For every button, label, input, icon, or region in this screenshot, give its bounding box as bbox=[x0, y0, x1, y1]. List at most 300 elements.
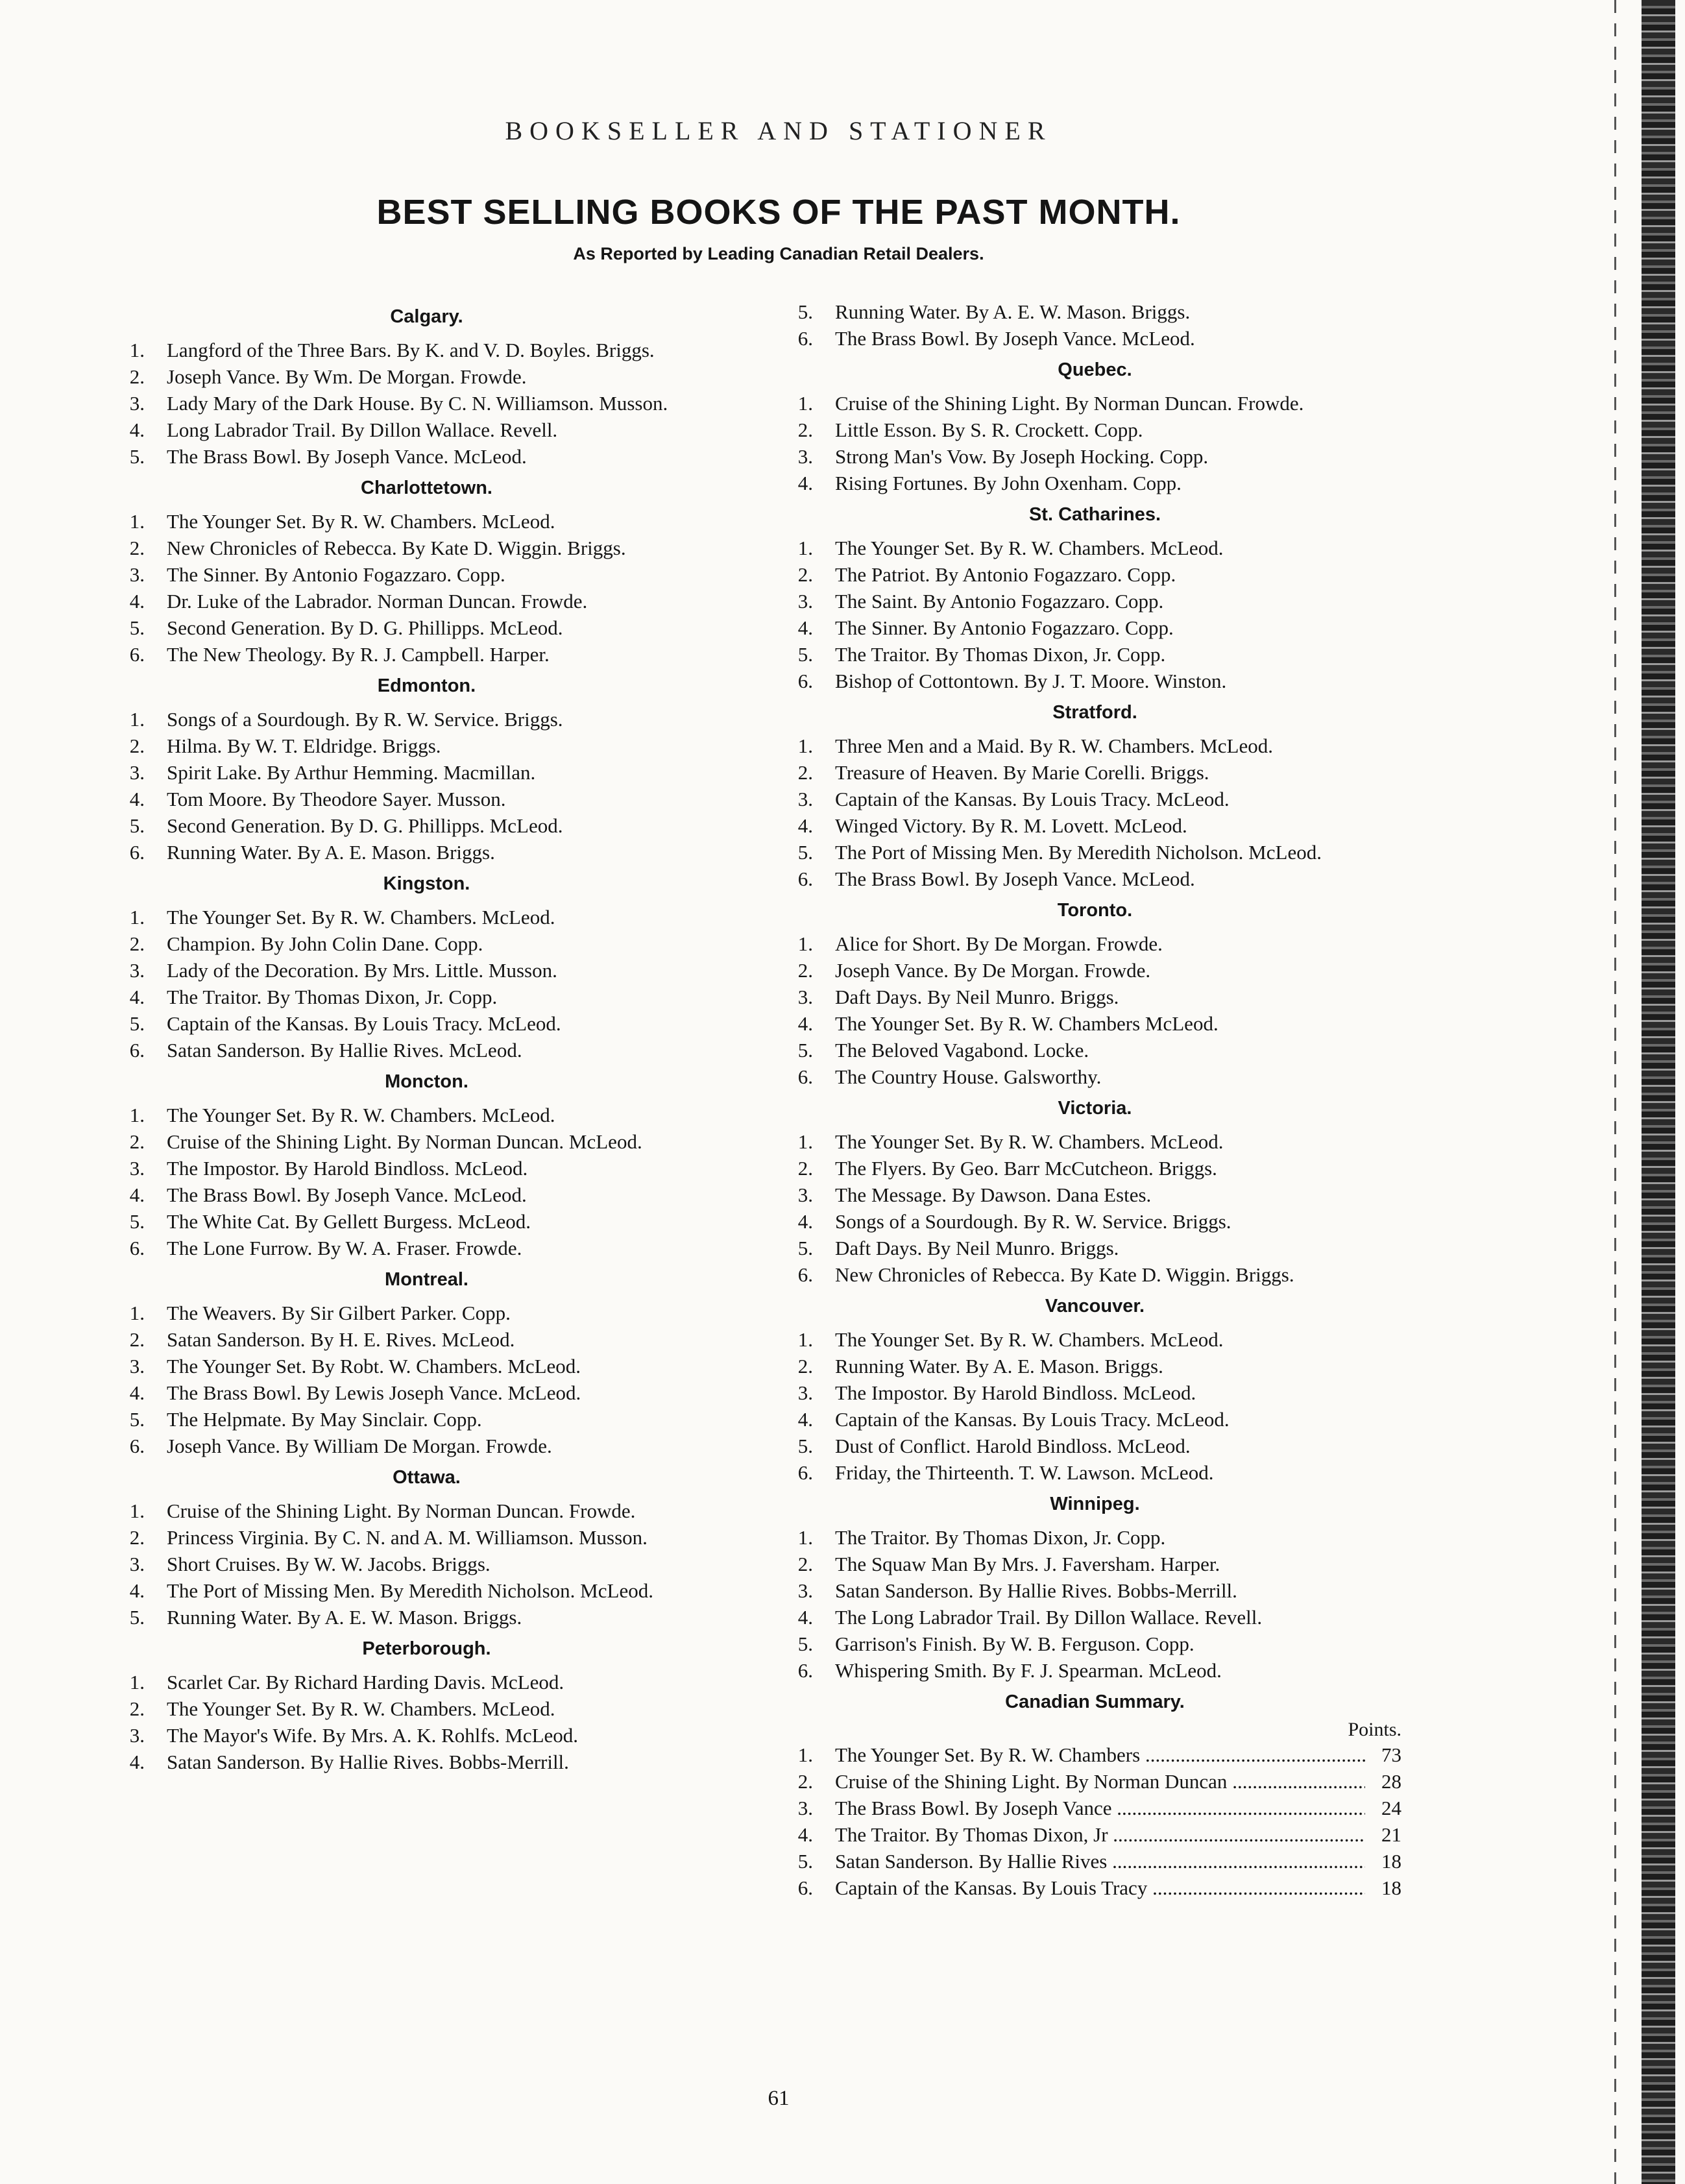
book-entry-text: Garrison's Finish. By W. B. Ferguson. Copp. bbox=[835, 1632, 1194, 1655]
book-entry bbox=[120, 1010, 733, 1037]
rank-number: 1. bbox=[797, 1526, 813, 1549]
book-entry bbox=[788, 957, 1401, 984]
rank-number: 3. bbox=[129, 392, 145, 415]
book-entry bbox=[788, 1406, 1401, 1433]
page-title: BEST SELLING BOOKS OF THE PAST MONTH. bbox=[376, 193, 1181, 232]
rank-number: 6. bbox=[797, 1065, 813, 1088]
book-entry-text: Second Generation. By D. G. Phillipps. McLeod. bbox=[167, 814, 563, 837]
book-entry bbox=[120, 812, 733, 839]
book-entry-text: New Chronicles of Rebecca. By Kate D. Wiggin. Briggs. bbox=[835, 1263, 1294, 1286]
summary-points: 21 bbox=[1381, 1823, 1401, 1846]
rank-number: 6. bbox=[797, 670, 813, 692]
book-entry-text: Second Generation. By D. G. Phillipps. McLeod. bbox=[167, 616, 563, 639]
book-entry bbox=[788, 733, 1401, 759]
rank-number: 1. bbox=[797, 734, 813, 757]
book-entry-text: Joseph Vance. By William De Morgan. Frowde. bbox=[167, 1435, 552, 1457]
page-number: 61 bbox=[768, 2087, 790, 2110]
rank-number: 4. bbox=[129, 1579, 145, 1602]
right-column bbox=[788, 298, 1401, 1901]
rank-number: 3. bbox=[797, 1579, 813, 1602]
book-entry-text: The Beloved Vagabond. Locke. bbox=[835, 1039, 1089, 1062]
book-entry-text: The Weavers. By Sir Gilbert Parker. Copp. bbox=[167, 1302, 511, 1324]
rank-number: 6. bbox=[129, 1237, 145, 1259]
book-entry bbox=[788, 759, 1401, 786]
rank-number: 3. bbox=[797, 986, 813, 1008]
book-entry-text: Spirit Lake. By Arthur Hemming. Macmillan. bbox=[167, 761, 536, 784]
book-entry bbox=[120, 588, 733, 614]
rank-number: 2. bbox=[129, 1130, 145, 1153]
book-entry bbox=[120, 957, 733, 984]
city-heading: Montreal. bbox=[385, 1269, 468, 1290]
summary-row bbox=[788, 1848, 1401, 1875]
binding-edge bbox=[1642, 0, 1675, 2184]
book-entry bbox=[788, 1459, 1401, 1486]
summary-points: 28 bbox=[1381, 1770, 1401, 1793]
summary-points: 24 bbox=[1381, 1797, 1401, 1819]
rank-number: 5. bbox=[129, 445, 145, 468]
book-entry bbox=[120, 786, 733, 812]
rank-number: 4. bbox=[797, 1408, 813, 1431]
city-section bbox=[120, 1269, 733, 1459]
book-entry bbox=[120, 443, 733, 470]
book-entry bbox=[788, 298, 1401, 325]
book-entry-text: The Mayor's Wife. By Mrs. A. K. Rohlfs. McLeod. bbox=[167, 1724, 579, 1747]
city-heading: Stratford. bbox=[1052, 702, 1137, 723]
book-entry-text: The Lone Furrow. By W. A. Fraser. Frowde. bbox=[167, 1237, 522, 1259]
book-entry-text: Captain of the Kansas. By Louis Tracy. McLeod. bbox=[835, 1408, 1230, 1431]
book-entry-text: Running Water. By A. E. Mason. Briggs. bbox=[167, 841, 495, 864]
book-entry bbox=[120, 1208, 733, 1235]
book-entry-text: The White Cat. By Gellett Burgess. McLeod. bbox=[167, 1210, 531, 1233]
book-entry bbox=[788, 535, 1401, 561]
book-entry bbox=[120, 1102, 733, 1128]
book-entry-text: The Port of Missing Men. By Meredith Nicholson. McLeod. bbox=[835, 841, 1322, 864]
book-entry bbox=[120, 1406, 733, 1433]
book-entry bbox=[120, 984, 733, 1010]
rank-number: 6. bbox=[797, 1659, 813, 1682]
book-entry-text: Scarlet Car. By Richard Harding Davis. McLeod. bbox=[167, 1671, 564, 1693]
rank-number: 3. bbox=[129, 761, 145, 784]
book-entry bbox=[120, 839, 733, 866]
rank-number: 2. bbox=[797, 563, 813, 586]
book-entry bbox=[788, 1063, 1401, 1090]
summary-points: 73 bbox=[1381, 1743, 1401, 1766]
book-entry-text: Songs of a Sourdough. By R. W. Service. Briggs. bbox=[167, 708, 563, 731]
book-entry bbox=[120, 1235, 733, 1261]
rank-number: 3. bbox=[129, 1724, 145, 1747]
book-entry-text: The Younger Set. By R. W. Chambers. McLeod. bbox=[167, 906, 555, 928]
book-entry bbox=[788, 417, 1401, 443]
book-entry bbox=[788, 1208, 1401, 1235]
book-entry-text: Langford of the Three Bars. By K. and V. D. Boyles. Briggs. bbox=[167, 339, 655, 361]
book-entry bbox=[120, 561, 733, 588]
running-head: BOOKSELLER AND STATIONER bbox=[505, 116, 1052, 145]
book-entry-text: Captain of the Kansas. By Louis Tracy. McLeod. bbox=[835, 788, 1230, 810]
rank-number: 6. bbox=[129, 1435, 145, 1457]
book-entry-text: The Traitor. By Thomas Dixon, Jr. Copp. bbox=[835, 1526, 1166, 1549]
book-entry-text: Running Water. By A. E. Mason. Briggs. bbox=[835, 1355, 1163, 1377]
rank-number: 6. bbox=[797, 1263, 813, 1286]
book-entry bbox=[788, 1657, 1401, 1684]
book-entry-text: New Chronicles of Rebecca. By Kate D. Wiggin. Briggs. bbox=[167, 537, 626, 559]
rank-number: 4. bbox=[129, 590, 145, 613]
rank-number: 4. bbox=[129, 1381, 145, 1404]
summary-book-text: The Brass Bowl. By Joseph Vance ..... bbox=[835, 1795, 1365, 1821]
rank-number: 2. bbox=[797, 1355, 813, 1377]
rank-number: 5. bbox=[797, 841, 813, 864]
rank-number: 1. bbox=[129, 1499, 145, 1522]
book-entry bbox=[120, 733, 733, 759]
rank-number: 2. bbox=[797, 419, 813, 441]
book-entry bbox=[120, 706, 733, 733]
rank-number: 4. bbox=[797, 814, 813, 837]
summary-row bbox=[788, 1875, 1401, 1901]
rank-number: 2. bbox=[797, 761, 813, 784]
book-entry-text: The Message. By Dawson. Dana Estes. bbox=[835, 1183, 1152, 1206]
rank-number: 1. bbox=[797, 1328, 813, 1351]
book-entry-text: Satan Sanderson. By H. E. Rives. McLeod. bbox=[167, 1328, 515, 1351]
city-section bbox=[788, 1098, 1401, 1288]
summary-points: 18 bbox=[1381, 1850, 1401, 1873]
city-heading: Ottawa. bbox=[393, 1467, 461, 1488]
city-section bbox=[120, 675, 733, 866]
rank-number: 1. bbox=[797, 932, 813, 955]
rank-number: 1. bbox=[797, 1743, 813, 1766]
book-entry bbox=[788, 668, 1401, 694]
rank-number: 2. bbox=[129, 365, 145, 388]
book-entry-text: Cruise of the Shining Light. By Norman Duncan. Frowde. bbox=[167, 1499, 636, 1522]
summary-row bbox=[788, 1741, 1401, 1768]
rank-number: 4. bbox=[797, 1823, 813, 1846]
book-entry-text: Cruise of the Shining Light. By Norman Duncan. Frowde. bbox=[835, 392, 1304, 415]
city-heading: Edmonton. bbox=[377, 675, 476, 696]
book-entry-text: The Port of Missing Men. By Meredith Nicholson. McLeod. bbox=[167, 1579, 653, 1602]
rank-number: 5. bbox=[797, 1632, 813, 1655]
book-entry-text: Joseph Vance. By De Morgan. Frowde. bbox=[835, 959, 1151, 982]
rank-number: 2. bbox=[129, 1526, 145, 1549]
book-entry-text: Lady Mary of the Dark House. By C. N. Williamson. Musson. bbox=[167, 392, 668, 415]
rank-number: 6. bbox=[129, 643, 145, 666]
book-entry-text: Daft Days. By Neil Munro. Briggs. bbox=[835, 986, 1119, 1008]
city-heading: Toronto. bbox=[1057, 900, 1133, 921]
book-entry-text: Satan Sanderson. By Hallie Rives. McLeod. bbox=[167, 1039, 522, 1062]
rank-number: 1. bbox=[129, 708, 145, 731]
book-entry-text: The Traitor. By Thomas Dixon, Jr. Copp. bbox=[167, 986, 498, 1008]
book-entry bbox=[788, 1524, 1401, 1551]
book-entry-text: Rising Fortunes. By John Oxenham. Copp. bbox=[835, 472, 1182, 494]
city-section bbox=[120, 873, 733, 1063]
book-entry bbox=[788, 470, 1401, 496]
rank-number: 5. bbox=[129, 1210, 145, 1233]
book-entry bbox=[788, 1631, 1401, 1657]
book-entry-text: The Helpmate. By May Sinclair. Copp. bbox=[167, 1408, 482, 1431]
book-entry bbox=[120, 337, 733, 363]
book-entry-text: The Patriot. By Antonio Fogazzaro. Copp. bbox=[835, 563, 1176, 586]
city-heading: Vancouver. bbox=[1045, 1296, 1145, 1316]
book-entry bbox=[788, 984, 1401, 1010]
rank-number: 4. bbox=[797, 1012, 813, 1035]
book-entry-text: The New Theology. By R. J. Campbell. Harper. bbox=[167, 643, 550, 666]
city-section bbox=[120, 306, 733, 470]
rank-number: 6. bbox=[797, 1876, 813, 1899]
left-column bbox=[120, 298, 733, 1775]
book-entry bbox=[788, 786, 1401, 812]
rank-number: 5. bbox=[129, 1408, 145, 1431]
book-entry bbox=[788, 866, 1401, 892]
book-entry-text: The Squaw Man By Mrs. J. Faversham. Harper. bbox=[835, 1553, 1220, 1575]
book-entry-text: Three Men and a Maid. By R. W. Chambers. McLeod. bbox=[835, 734, 1273, 757]
summary-row bbox=[788, 1768, 1401, 1795]
book-entry bbox=[120, 1379, 733, 1406]
city-section bbox=[788, 1494, 1401, 1684]
city-heading: Victoria. bbox=[1058, 1098, 1132, 1119]
book-entry bbox=[120, 1498, 733, 1524]
book-entry-text: Lady of the Decoration. By Mrs. Little. Musson. bbox=[167, 959, 557, 982]
book-entry bbox=[788, 614, 1401, 641]
rank-number: 2. bbox=[797, 1553, 813, 1575]
book-entry bbox=[788, 1182, 1401, 1208]
book-entry-text: Dr. Luke of the Labrador. Norman Duncan. Frowde. bbox=[167, 590, 588, 613]
book-entry-text: Friday, the Thirteenth. T. W. Lawson. McLeod. bbox=[835, 1461, 1214, 1484]
book-entry-text: The Brass Bowl. By Joseph Vance. McLeod. bbox=[835, 327, 1195, 350]
book-entry bbox=[120, 1433, 733, 1459]
rank-number: 3. bbox=[797, 590, 813, 613]
rank-number: 3. bbox=[797, 1797, 813, 1819]
rank-number: 4. bbox=[797, 1606, 813, 1629]
book-entry-text: The Younger Set. By R. W. Chambers. McLeod. bbox=[835, 1130, 1224, 1153]
summary-book-text: The Traitor. By Thomas Dixon, Jr ..... bbox=[835, 1821, 1365, 1848]
book-entry-text: Songs of a Sourdough. By R. W. Service. Briggs. bbox=[835, 1210, 1231, 1233]
book-entry-text: The Brass Bowl. By Lewis Joseph Vance. McLeod. bbox=[167, 1381, 581, 1404]
city-section bbox=[788, 359, 1401, 496]
page-subtitle: As Reported by Leading Canadian Retail Dealers. bbox=[573, 244, 984, 263]
right-sections bbox=[788, 359, 1401, 1684]
rank-number: 5. bbox=[129, 1606, 145, 1629]
book-entry bbox=[120, 1722, 733, 1749]
book-entry bbox=[788, 1379, 1401, 1406]
book-entry bbox=[788, 812, 1401, 839]
book-entry-text: The Younger Set. By R. W. Chambers. McLeod. bbox=[167, 510, 555, 533]
city-section bbox=[120, 1467, 733, 1631]
summary-title: Canadian Summary. bbox=[1005, 1692, 1185, 1712]
city-heading: St. Catharines. bbox=[1028, 504, 1161, 525]
summary-points: 18 bbox=[1381, 1876, 1401, 1899]
book-entry-text: Alice for Short. By De Morgan. Frowde. bbox=[835, 932, 1163, 955]
rank-number: 1. bbox=[797, 537, 813, 559]
book-entry bbox=[120, 417, 733, 443]
book-entry bbox=[788, 1037, 1401, 1063]
book-entry-text: The Impostor. By Harold Bindloss. McLeod. bbox=[167, 1157, 528, 1180]
continued-list bbox=[788, 298, 1401, 352]
book-entry-text: The Long Labrador Trail. By Dillon Wallace. Revell. bbox=[835, 1606, 1263, 1629]
summary-row bbox=[788, 1795, 1401, 1821]
rank-number: 3. bbox=[797, 445, 813, 468]
rank-number: 5. bbox=[129, 814, 145, 837]
book-entry bbox=[120, 1669, 733, 1695]
book-entry bbox=[120, 614, 733, 641]
city-section bbox=[120, 1071, 733, 1261]
book-entry-text: The Younger Set. By R. W. Chambers. McLeod. bbox=[167, 1104, 555, 1126]
book-entry-text: The Younger Set. By R. W. Chambers. McLeod. bbox=[835, 1328, 1224, 1351]
book-entry bbox=[788, 1433, 1401, 1459]
rank-number: 3. bbox=[129, 959, 145, 982]
book-entry bbox=[120, 1037, 733, 1063]
rank-number: 4. bbox=[129, 788, 145, 810]
book-entry bbox=[788, 325, 1401, 352]
city-heading: Winnipeg. bbox=[1050, 1494, 1140, 1514]
book-entry-text: Princess Virginia. By C. N. and A. M. Williamson. Musson. bbox=[167, 1526, 648, 1549]
book-entry bbox=[788, 1010, 1401, 1037]
rank-number: 4. bbox=[129, 419, 145, 441]
rank-number: 4. bbox=[797, 1210, 813, 1233]
rank-number: 4. bbox=[797, 616, 813, 639]
book-entry bbox=[788, 1326, 1401, 1353]
book-entry bbox=[788, 588, 1401, 614]
book-entry-text: The Country House. Galsworthy. bbox=[835, 1065, 1102, 1088]
book-entry-text: Satan Sanderson. By Hallie Rives. Bobbs-Merrill. bbox=[835, 1579, 1237, 1602]
rank-number: 5. bbox=[797, 1435, 813, 1457]
city-heading: Calgary. bbox=[390, 306, 463, 327]
book-entry-text: Joseph Vance. By Wm. De Morgan. Frowde. bbox=[167, 365, 527, 388]
rank-number: 4. bbox=[129, 1183, 145, 1206]
book-entry-text: The Sinner. By Antonio Fogazzaro. Copp. bbox=[167, 563, 505, 586]
summary-book-text: Satan Sanderson. By Hallie Rives ..... bbox=[835, 1848, 1365, 1875]
book-entry-text: Strong Man's Vow. By Joseph Hocking. Copp. bbox=[835, 445, 1209, 468]
rank-number: 1. bbox=[129, 1302, 145, 1324]
rank-number: 2. bbox=[797, 959, 813, 982]
city-heading: Quebec. bbox=[1058, 359, 1132, 380]
city-heading: Moncton. bbox=[385, 1071, 468, 1092]
rank-number: 3. bbox=[129, 563, 145, 586]
rank-number: 2. bbox=[129, 1697, 145, 1720]
rank-number: 1. bbox=[129, 1671, 145, 1693]
rank-number: 3. bbox=[797, 788, 813, 810]
rank-number: 5. bbox=[797, 1850, 813, 1873]
book-entry-text: Cruise of the Shining Light. By Norman Duncan. McLeod. bbox=[167, 1130, 642, 1153]
rank-number: 3. bbox=[129, 1157, 145, 1180]
rank-number: 2. bbox=[797, 1157, 813, 1180]
book-entry bbox=[120, 390, 733, 417]
rank-number: 4. bbox=[797, 472, 813, 494]
rank-number: 1. bbox=[129, 339, 145, 361]
book-entry bbox=[120, 1300, 733, 1326]
book-entry bbox=[120, 1551, 733, 1577]
book-entry bbox=[120, 1353, 733, 1379]
city-section bbox=[120, 1638, 733, 1775]
city-heading: Charlottetown. bbox=[361, 478, 492, 498]
rank-number: 2. bbox=[129, 537, 145, 559]
rank-number: 6. bbox=[129, 1039, 145, 1062]
book-entry bbox=[120, 759, 733, 786]
book-entry-text: Little Esson. By S. R. Crockett. Copp. bbox=[835, 419, 1143, 441]
rank-number: 2. bbox=[129, 1328, 145, 1351]
book-entry bbox=[788, 1155, 1401, 1182]
rank-number: 1. bbox=[129, 1104, 145, 1126]
book-entry-text: Daft Days. By Neil Munro. Briggs. bbox=[835, 1237, 1119, 1259]
book-entry bbox=[120, 1577, 733, 1604]
book-entry bbox=[120, 930, 733, 957]
city-section bbox=[788, 702, 1401, 892]
book-entry-text: The Saint. By Antonio Fogazzaro. Copp. bbox=[835, 590, 1164, 613]
book-entry-text: Dust of Conflict. Harold Bindloss. McLeod. bbox=[835, 1435, 1191, 1457]
rank-number: 6. bbox=[797, 1461, 813, 1484]
book-entry bbox=[788, 1604, 1401, 1631]
rank-number: 3. bbox=[797, 1381, 813, 1404]
book-entry-text: Tom Moore. By Theodore Sayer. Musson. bbox=[167, 788, 506, 810]
book-entry-text: Treasure of Heaven. By Marie Corelli. Briggs. bbox=[835, 761, 1209, 784]
rank-number: 5. bbox=[797, 300, 813, 323]
rank-number: 3. bbox=[129, 1553, 145, 1575]
rank-number: 6. bbox=[797, 327, 813, 350]
book-entry bbox=[120, 1695, 733, 1722]
rank-number: 6. bbox=[797, 868, 813, 890]
book-entry bbox=[120, 1182, 733, 1208]
book-entry-text: The Flyers. By Geo. Barr McCutcheon. Briggs. bbox=[835, 1157, 1217, 1180]
rank-number: 1. bbox=[797, 1130, 813, 1153]
page-edge-line bbox=[1614, 0, 1616, 2184]
book-entry-text: Bishop of Cottontown. By J. T. Moore. Winston. bbox=[835, 670, 1227, 692]
rank-number: 6. bbox=[129, 841, 145, 864]
book-entry bbox=[120, 1128, 733, 1155]
book-entry bbox=[788, 1353, 1401, 1379]
book-entry-text: Whispering Smith. By F. J. Spearman. McLeod. bbox=[835, 1659, 1222, 1682]
book-entry bbox=[120, 641, 733, 668]
book-entry-text: The Younger Set. By R. W. Chambers. McLeod. bbox=[167, 1697, 555, 1720]
city-section bbox=[120, 478, 733, 668]
summary-book-text: Captain of the Kansas. By Louis Tracy ..... bbox=[835, 1875, 1365, 1901]
rank-number: 5. bbox=[797, 1039, 813, 1062]
book-entry-text: Running Water. By A. E. W. Mason. Briggs. bbox=[167, 1606, 522, 1629]
summary-book-text: The Younger Set. By R. W. Chambers ..... bbox=[835, 1741, 1365, 1768]
city-section bbox=[788, 1296, 1401, 1486]
summary-list bbox=[788, 1741, 1401, 1901]
book-entry bbox=[120, 1326, 733, 1353]
rank-number: 5. bbox=[797, 643, 813, 666]
city-section bbox=[788, 900, 1401, 1090]
book-entry bbox=[788, 930, 1401, 957]
book-entry-text: The Brass Bowl. By Joseph Vance. McLeod. bbox=[167, 1183, 527, 1206]
book-entry-text: Long Labrador Trail. By Dillon Wallace. Revell. bbox=[167, 419, 558, 441]
rank-number: 4. bbox=[129, 1751, 145, 1773]
book-entry-text: Satan Sanderson. By Hallie Rives. Bobbs-Merrill. bbox=[167, 1751, 569, 1773]
book-entry-text: The Younger Set. By R. W. Chambers. McLeod. bbox=[835, 537, 1224, 559]
rank-number: 1. bbox=[129, 906, 145, 928]
rank-number: 5. bbox=[129, 1012, 145, 1035]
rank-number: 5. bbox=[797, 1237, 813, 1259]
rank-number: 1. bbox=[797, 392, 813, 415]
book-entry bbox=[788, 1261, 1401, 1288]
rank-number: 1. bbox=[129, 510, 145, 533]
book-entry-text: The Younger Set. By Robt. W. Chambers. McLeod. bbox=[167, 1355, 581, 1377]
rank-number: 2. bbox=[129, 734, 145, 757]
book-entry bbox=[120, 535, 733, 561]
city-section bbox=[788, 504, 1401, 694]
rank-number: 4. bbox=[129, 986, 145, 1008]
book-entry-text: The Traitor. By Thomas Dixon, Jr. Copp. bbox=[835, 643, 1166, 666]
book-entry bbox=[120, 1524, 733, 1551]
book-entry bbox=[788, 641, 1401, 668]
book-entry bbox=[788, 390, 1401, 417]
book-entry bbox=[788, 1577, 1401, 1604]
book-entry bbox=[788, 1551, 1401, 1577]
book-entry bbox=[120, 1604, 733, 1631]
book-entry-text: The Sinner. By Antonio Fogazzaro. Copp. bbox=[835, 616, 1174, 639]
city-heading: Kingston. bbox=[383, 873, 470, 894]
book-entry-text: Hilma. By W. T. Eldridge. Briggs. bbox=[167, 734, 441, 757]
rank-number: 3. bbox=[129, 1355, 145, 1377]
book-entry-text: The Younger Set. By R. W. Chambers McLeod. bbox=[835, 1012, 1218, 1035]
rank-number: 3. bbox=[797, 1183, 813, 1206]
